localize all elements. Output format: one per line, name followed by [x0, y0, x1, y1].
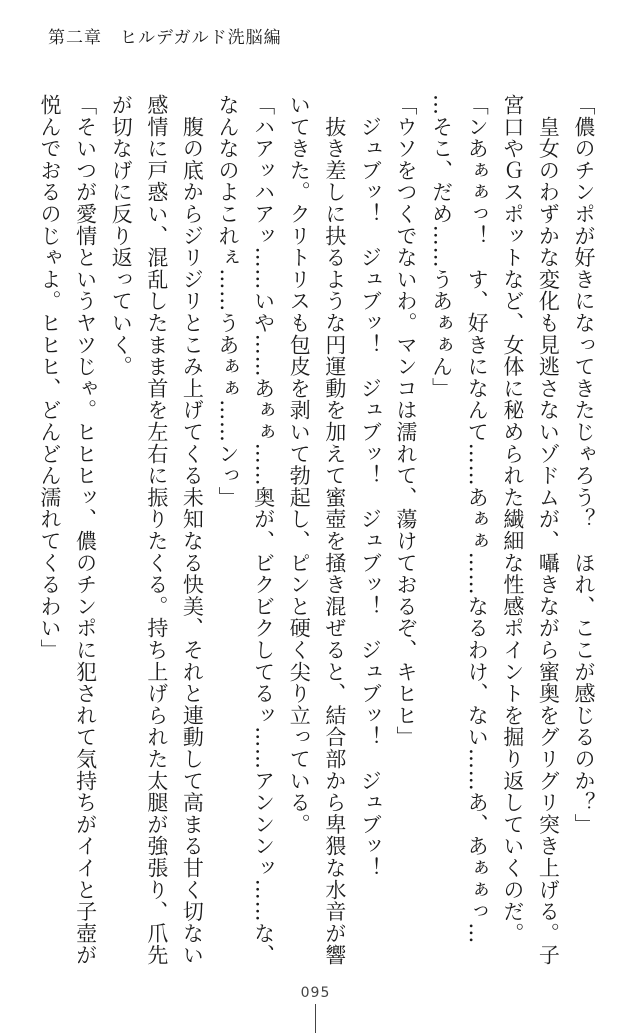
text-line: 「そいつが愛情というヤツじゃ。ヒヒヒッ、儂のチンポに犯されて気持ちがイイと子壺が [73, 94, 98, 966]
text-line: …そこ、だめ……うあぁぁん」 [429, 94, 454, 400]
text-line: なんなのよこれぇ……うあぁぁ……ンっ」 [216, 94, 240, 509]
text-line: 感情に戸惑い、混乱したまま首を左右に振りたくる。持ち上げられた太腿が強張り、爪先 [144, 94, 169, 966]
text-line: 「儂のチンポが好きになってきたじゃろう？ ほれ、ここが感じるのか？」 [572, 94, 596, 836]
text-line: 皇女のわずかな変化も見逃さないゾドムが、囁きながら蜜奥をグリグリ突き上げる。子 [536, 94, 561, 966]
text-line: 「ハアッハアッ……いや……あぁぁ……奥が、ビクビクしてるッ……アンンンッ……な、 [251, 94, 276, 966]
text-line: いてきた。クリトリスも包皮を剥いて勃起し、ピンと硬く尖り立っている。 [287, 94, 312, 836]
text-line: が切なげに反り返っていく。 [109, 94, 134, 378]
footer-rule [315, 1004, 316, 1033]
chapter-label: 第二章 [48, 28, 102, 48]
chapter-title: ヒルデガルド洗脳編 [120, 28, 282, 48]
running-header [48, 28, 282, 48]
text-line: ジュブッ！ ジュブッ！ ジュブッ！ ジュブッ！ ジュブッ！ ジュブッ！ [358, 94, 383, 879]
page-footer [0, 982, 631, 1001]
text-line: 宮口やＧスポットなど、女体に秘められた繊細な性感ポイントを掘り返していくのだ。 [500, 94, 525, 945]
text-line: 腹の底からジリジリとこみ上げてくる未知なる快美、それと連動して高まる甘く切ない [180, 94, 205, 966]
vertical-text-body [27, 94, 597, 974]
page-number: 095 [300, 985, 331, 1001]
text-line: 「ンあぁぁっ！ す、好きになんて……あぁぁ……なるわけ、ない……あ、あぁぁっ… [465, 94, 490, 945]
text-line: 「ウソをつくでないわ。マンコは濡れて、蕩けておるぞ、キヒヒ」 [394, 94, 418, 748]
text-line: 抜き差しに抉るような円運動を加えて蜜壺を掻き混ぜると、結合部から卑猥な水音が響 [322, 94, 347, 966]
text-line: 悦んでおるのじゃよ。ヒヒヒ、どんどん濡れてくるわい」 [38, 94, 62, 661]
